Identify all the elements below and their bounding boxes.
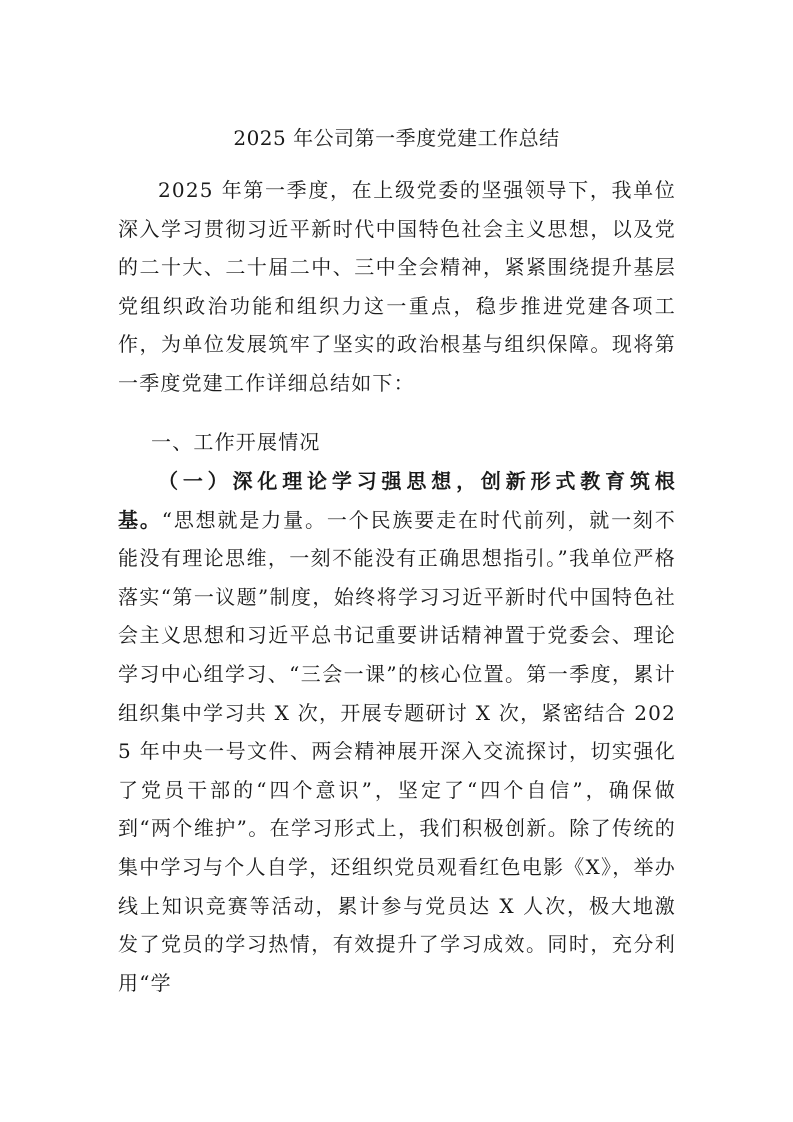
document-title: 2025 年公司第一季度党建工作总结 bbox=[233, 126, 560, 150]
subsection-body: “思想就是力量。一个民族要走在时代前列，就一刻不能没有理论思维，一刻不能没有正确思想指引。”我单位严格落实“第一议题”制度，始终将学习习近平新时代中国特色社会主义思想和习近平总书记重要讲话精神置于党委会、理论学习中心组学习、“三会一课”的核心位置。第一季度，累计组织集中学习共 X 次，开展专题研讨 X 次，紧密结合 2025 年中央一号文件、两会精神展开深入交流探讨，切实强化了党员干部的“四个意识”，坚定了“四个自信”，确保做到“两个维护”。在学习形式上，我们积极创新。除了传统的集中学习与个人自学，还组织党员观看红色电影《X》，举办线上知识竞赛等活动，累计参与党员达 X 人次，极大地激发了党员的学习热情，有效提升了学习成效。同时，充分利用“学 bbox=[118, 507, 676, 995]
intro-section bbox=[118, 171, 676, 403]
subsection-heading: （一）深化理论学习强思想，创新形式教育筑根基。 bbox=[118, 469, 676, 532]
intro-paragraph: 2025 年第一季度，在上级党委的坚强领导下，我单位深入学习贯彻习近平新时代中国特色社会主义思想，以及党的二十大、二十届二中、三中全会精神，紧紧围绕提升基层党组织政治功能和组织力这一重点，稳步推进党建各项工作，为单位发展筑牢了坚实的政治根基与组织保障。现将第一季度党建工作详细总结如下： bbox=[118, 178, 676, 395]
section-heading: 一、工作开展情况 bbox=[151, 430, 321, 454]
subsection-block bbox=[118, 462, 676, 1002]
subsection-paragraph bbox=[118, 462, 676, 1002]
